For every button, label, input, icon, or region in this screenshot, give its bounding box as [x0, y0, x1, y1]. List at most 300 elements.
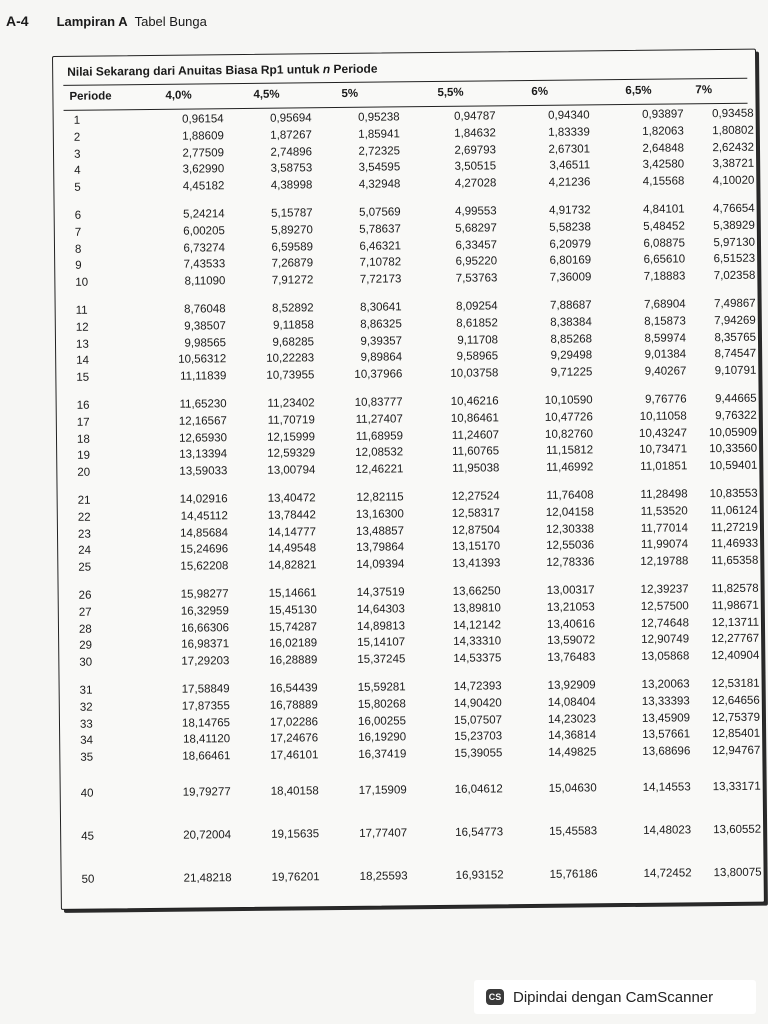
- value-cell: 19,15635: [271, 828, 320, 841]
- value-cell: 6,46321: [359, 239, 402, 253]
- value-cell: 12,30338: [545, 522, 595, 536]
- value-cell: 11,15812: [545, 444, 594, 458]
- value-cell: 13,13394: [179, 448, 228, 462]
- value-cell: 12,64656: [711, 694, 760, 707]
- value-cell: 17,87355: [181, 699, 230, 713]
- value-cell: 16,78889: [269, 698, 318, 712]
- value-cell: 14,45112: [180, 509, 228, 523]
- value-cell: 8,61852: [456, 317, 498, 330]
- value-cell: 16,02189: [269, 637, 318, 651]
- period-cell: 10: [75, 276, 89, 289]
- value-cell: 1,83339: [548, 126, 590, 139]
- period-cell: 16: [76, 399, 90, 412]
- value-cell: 13,92909: [547, 679, 596, 692]
- value-cell: 11,68959: [355, 429, 404, 443]
- value-cell: 19,76201: [271, 871, 320, 884]
- value-cell: 9,29498: [550, 349, 593, 363]
- value-cell: 6,33457: [455, 238, 498, 252]
- value-cell: 11,77014: [640, 521, 689, 535]
- value-cell: 1,82063: [642, 125, 684, 138]
- value-cell: 14,02916: [179, 493, 228, 506]
- value-cell: 4,45182: [182, 180, 225, 193]
- value-cell: 12,04158: [545, 506, 594, 519]
- value-cell: 7,53763: [455, 272, 498, 285]
- value-cell: 16,00255: [357, 714, 407, 728]
- value-cell: 1,84632: [454, 127, 496, 140]
- value-cell: 13,78442: [267, 508, 316, 522]
- value-cell: 16,19290: [358, 731, 407, 745]
- value-cell: 18,14765: [181, 716, 231, 730]
- value-cell: 13,15170: [452, 540, 501, 554]
- value-cell: 11,65358: [711, 554, 759, 568]
- value-cell: 12,75379: [711, 711, 761, 724]
- value-cell: 2,62432: [712, 141, 755, 154]
- value-cell: 11,99074: [640, 538, 689, 552]
- value-cell: 13,76483: [547, 651, 596, 664]
- value-cell: 19,79277: [182, 786, 231, 799]
- value-cell: 10,10590: [544, 394, 593, 407]
- value-cell: 5,89270: [271, 224, 313, 237]
- table-row: [71, 859, 762, 898]
- value-cell: 16,32959: [180, 604, 229, 618]
- value-cell: 10,82760: [544, 427, 594, 441]
- value-cell: 8,15873: [644, 315, 686, 328]
- value-cell: 10,83553: [709, 487, 758, 501]
- period-cell: 34: [80, 734, 94, 748]
- value-cell: 4,99553: [455, 205, 497, 218]
- value-cell: 4,21236: [548, 176, 591, 189]
- value-cell: 0,95238: [358, 111, 400, 124]
- value-cell: 14,36814: [548, 729, 597, 743]
- value-cell: 1,85941: [358, 128, 400, 141]
- value-cell: 13,00794: [267, 464, 316, 477]
- value-cell: 6,20979: [549, 237, 592, 251]
- value-cell: 17,77407: [359, 827, 408, 840]
- period-cell: 50: [81, 873, 95, 886]
- value-cell: 11,60765: [451, 445, 500, 459]
- value-cell: 13,00317: [546, 584, 595, 597]
- value-cell: 3,58753: [270, 162, 313, 176]
- value-cell: 10,03758: [450, 367, 499, 381]
- value-cell: 4,76654: [712, 202, 755, 216]
- value-cell: 5,15787: [271, 207, 313, 220]
- value-cell: 9,11708: [457, 333, 499, 347]
- value-cell: 12,27524: [451, 490, 500, 503]
- value-cell: 8,52892: [272, 302, 314, 315]
- section-title: Tabel Bunga: [134, 14, 207, 29]
- value-cell: 0,95694: [270, 112, 312, 125]
- value-cell: 13,59072: [547, 634, 596, 648]
- value-cell: 18,41120: [182, 733, 231, 746]
- value-cell: 8,59974: [644, 331, 687, 345]
- value-cell: 15,45130: [268, 603, 317, 617]
- period-cell: 8: [74, 243, 82, 256]
- value-cell: 8,85268: [550, 332, 593, 346]
- value-cell: 8,09254: [456, 300, 498, 313]
- row-group: [65, 202, 756, 294]
- value-cell: 7,36009: [549, 271, 592, 284]
- value-cell: 5,97130: [713, 236, 756, 249]
- value-cell: 11,76408: [546, 489, 594, 502]
- value-cell: 2,67301: [548, 142, 591, 156]
- value-cell: 1,80802: [712, 124, 754, 137]
- caption-variable: n: [322, 62, 331, 77]
- value-cell: 10,47726: [544, 411, 593, 424]
- value-cell: 14,14553: [642, 781, 691, 794]
- value-cell: 12,13711: [711, 616, 760, 629]
- period-cell: 15: [76, 371, 90, 384]
- value-cell: 13,80075: [713, 866, 762, 880]
- value-cell: 12,82115: [356, 491, 404, 504]
- value-cell: 14,89813: [356, 619, 406, 633]
- value-cell: 9,58965: [456, 350, 499, 364]
- value-cell: 9,01384: [644, 348, 687, 362]
- value-cell: 9,44665: [714, 392, 757, 406]
- value-cell: 13,60552: [713, 823, 762, 837]
- row-group: [69, 582, 760, 674]
- value-cell: 13,33393: [641, 695, 690, 708]
- value-cell: 7,88687: [550, 299, 592, 312]
- value-cell: 12,78336: [546, 556, 595, 569]
- value-cell: 11,27407: [355, 413, 403, 426]
- period-cell: 33: [79, 718, 93, 731]
- row-group: [70, 677, 761, 769]
- value-cell: 0,94340: [548, 109, 590, 122]
- period-cell: 40: [80, 787, 94, 800]
- value-cell: 9,38507: [184, 319, 226, 333]
- value-cell: 2,77509: [182, 146, 225, 160]
- value-cell: 3,62990: [182, 163, 225, 177]
- value-cell: 13,79864: [356, 541, 405, 555]
- value-cell: 11,70719: [267, 414, 315, 427]
- value-cell: 15,45583: [549, 825, 598, 838]
- period-cell: 4: [74, 165, 81, 178]
- value-cell: 15,62208: [180, 560, 229, 573]
- period-cell: 45: [81, 830, 95, 843]
- value-cell: 13,20063: [641, 678, 690, 691]
- value-cell: 8,76048: [184, 303, 226, 316]
- table-body: [64, 107, 762, 909]
- value-cell: 6,59589: [271, 240, 314, 254]
- period-cell: 24: [78, 544, 92, 558]
- value-cell: 12,53181: [711, 677, 760, 691]
- value-cell: 14,12142: [452, 618, 502, 632]
- value-cell: 3,46511: [549, 159, 591, 173]
- value-cell: 13,33171: [712, 780, 761, 794]
- value-cell: 7,91272: [271, 274, 314, 287]
- value-cell: 10,73955: [266, 369, 315, 382]
- value-cell: 17,15909: [358, 784, 407, 797]
- period-cell: 1: [73, 114, 81, 127]
- column-header-rate: 4,5%: [253, 88, 280, 101]
- value-cell: 4,32948: [358, 178, 401, 191]
- value-cell: 12,87504: [451, 523, 501, 537]
- caption-prefix: Nilai Sekarang dari Anuitas Biasa Rp1 untuk: [67, 62, 323, 79]
- table-row: [71, 773, 761, 812]
- column-header-rate: 6%: [531, 85, 549, 98]
- value-cell: 11,46933: [710, 537, 759, 551]
- value-cell: 13,40472: [267, 492, 316, 505]
- value-cell: 7,49867: [713, 297, 756, 311]
- value-cell: 10,22283: [266, 352, 315, 366]
- value-cell: 8,74547: [714, 348, 757, 361]
- column-header-period: Periode: [69, 90, 112, 103]
- period-cell: 31: [79, 684, 93, 697]
- value-cell: 14,64303: [356, 603, 405, 616]
- period-cell: 28: [78, 623, 92, 636]
- value-cell: 6,65610: [643, 253, 686, 267]
- value-cell: 4,84101: [643, 203, 685, 216]
- value-cell: 2,64848: [642, 141, 685, 155]
- value-cell: 9,76322: [715, 409, 757, 422]
- value-cell: 3,54595: [358, 161, 401, 175]
- value-cell: 10,37966: [354, 368, 403, 382]
- value-cell: 7,68904: [643, 298, 686, 311]
- value-cell: 5,07569: [359, 206, 401, 219]
- value-cell: 6,80169: [549, 254, 592, 268]
- value-cell: 2,72325: [358, 144, 401, 158]
- period-cell: 11: [75, 304, 88, 317]
- value-cell: 12,15999: [266, 430, 316, 444]
- value-cell: 13,57661: [642, 728, 691, 742]
- value-cell: 12,55036: [546, 539, 595, 553]
- value-cell: 11,46992: [546, 461, 594, 474]
- camscanner-text: Dipindai dengan CamScanner: [513, 988, 714, 1006]
- value-cell: 14,90420: [453, 697, 502, 710]
- value-cell: 13,40616: [546, 617, 596, 631]
- value-cell: 9,40267: [644, 365, 687, 378]
- value-cell: 11,06124: [710, 504, 758, 517]
- value-cell: 5,78637: [359, 223, 401, 236]
- value-cell: 15,76186: [549, 868, 598, 881]
- value-cell: 12,94767: [712, 744, 761, 758]
- value-cell: 14,14777: [267, 525, 317, 539]
- value-cell: 15,07507: [453, 713, 503, 727]
- value-cell: 15,39055: [454, 747, 503, 760]
- value-cell: 11,82578: [711, 582, 759, 596]
- value-cell: 16,37419: [358, 748, 407, 761]
- value-cell: 13,05868: [641, 650, 690, 663]
- value-cell: 10,11058: [639, 410, 687, 423]
- value-cell: 12,90749: [641, 633, 690, 647]
- value-cell: 14,33310: [453, 635, 502, 649]
- value-cell: 18,40158: [270, 785, 319, 798]
- value-cell: 13,41393: [452, 557, 501, 570]
- value-cell: 13,16300: [355, 508, 404, 521]
- value-cell: 15,80268: [357, 698, 406, 711]
- value-cell: 0,94787: [454, 110, 496, 123]
- value-cell: 11,24607: [451, 428, 500, 442]
- value-cell: 12,08532: [355, 446, 404, 460]
- caption-suffix: Periode: [330, 61, 378, 77]
- value-cell: 12,27767: [711, 632, 760, 646]
- value-cell: 14,08404: [547, 696, 596, 709]
- value-cell: 12,40904: [711, 649, 760, 663]
- value-cell: 4,15568: [642, 175, 685, 189]
- value-cell: 15,24696: [180, 543, 229, 557]
- interest-table: [52, 49, 765, 910]
- value-cell: 6,00205: [183, 224, 225, 238]
- value-cell: 14,49548: [268, 542, 317, 556]
- value-cell: 7,26879: [271, 257, 314, 271]
- value-cell: 11,23402: [267, 397, 315, 410]
- period-cell: 30: [79, 656, 93, 669]
- value-cell: 16,98371: [181, 638, 230, 651]
- value-cell: 21,48218: [183, 872, 232, 885]
- value-cell: 14,49825: [548, 746, 597, 759]
- value-cell: 12,39237: [640, 583, 689, 596]
- value-cell: 9,71225: [550, 366, 593, 379]
- row-group: [64, 107, 755, 199]
- value-cell: 7,94269: [714, 314, 756, 327]
- value-cell: 12,65930: [178, 431, 228, 445]
- value-cell: 11,11839: [180, 370, 227, 383]
- period-cell: 3: [73, 148, 81, 161]
- period-cell: 25: [78, 561, 92, 574]
- value-cell: 17,24676: [270, 732, 319, 746]
- value-cell: 10,05909: [708, 426, 758, 439]
- value-cell: 11,28498: [640, 488, 688, 501]
- value-cell: 17,46101: [270, 749, 319, 762]
- value-cell: 14,48023: [643, 824, 692, 837]
- value-cell: 16,04612: [454, 783, 503, 796]
- table-caption: [67, 62, 377, 79]
- value-cell: 16,93152: [455, 869, 504, 882]
- value-cell: 5,38929: [713, 219, 755, 232]
- value-cell: 3,38721: [712, 158, 755, 171]
- column-header-rate: 5%: [341, 87, 359, 100]
- period-cell: 22: [77, 511, 91, 524]
- value-cell: 15,14661: [268, 587, 317, 600]
- value-cell: 3,42580: [642, 158, 685, 172]
- value-cell: 4,38998: [270, 179, 313, 192]
- value-cell: 15,74287: [268, 620, 318, 634]
- value-cell: 16,54773: [455, 826, 504, 839]
- value-cell: 13,89810: [452, 602, 501, 615]
- value-cell: 7,18883: [643, 270, 686, 283]
- period-cell: 29: [79, 639, 93, 653]
- value-cell: 18,25593: [359, 870, 408, 883]
- value-cell: 11,98671: [711, 599, 759, 612]
- period-cell: 17: [76, 416, 90, 429]
- value-cell: 6,95220: [455, 255, 498, 269]
- value-cell: 14,23023: [547, 712, 597, 726]
- page-header: [6, 13, 207, 29]
- period-cell: 19: [77, 449, 91, 463]
- value-cell: 15,98277: [180, 588, 229, 601]
- value-cell: 7,72173: [359, 273, 402, 286]
- value-cell: 9,98565: [184, 336, 227, 350]
- value-cell: 9,10791: [714, 364, 757, 378]
- value-cell: 1,88609: [182, 130, 224, 143]
- value-cell: 3,50515: [454, 160, 497, 174]
- value-cell: 9,89864: [360, 351, 403, 365]
- value-cell: 14,53375: [453, 652, 502, 665]
- column-header-rate: 7%: [695, 84, 713, 97]
- period-cell: 14: [76, 354, 90, 368]
- camscanner-badge: [474, 980, 756, 1014]
- value-cell: 13,59033: [179, 465, 228, 478]
- value-cell: 17,58849: [181, 683, 230, 696]
- value-cell: 17,29203: [181, 655, 230, 668]
- value-cell: 12,59329: [267, 447, 316, 461]
- row-group: [71, 816, 762, 855]
- appendix-label: Lampiran A: [56, 14, 128, 29]
- value-cell: 8,38384: [550, 316, 592, 329]
- value-cell: 8,30641: [360, 301, 402, 314]
- value-cell: 8,11090: [184, 275, 226, 288]
- value-cell: 14,37519: [356, 586, 405, 599]
- value-cell: 10,73471: [639, 443, 688, 457]
- value-cell: 15,23703: [454, 730, 503, 744]
- value-cell: 13,66250: [452, 585, 501, 598]
- value-cell: 4,91732: [549, 204, 591, 217]
- value-cell: 12,46221: [355, 463, 404, 476]
- period-cell: 6: [74, 209, 82, 222]
- value-cell: 11,01851: [640, 460, 688, 474]
- value-cell: 10,59401: [709, 459, 758, 473]
- row-group: [67, 392, 758, 484]
- period-cell: 7: [74, 226, 82, 239]
- period-cell: 23: [77, 528, 91, 541]
- value-cell: 13,45909: [641, 711, 691, 725]
- table-row: [71, 816, 762, 855]
- period-cell: 9: [75, 260, 82, 273]
- row-group: [68, 487, 759, 579]
- value-cell: 10,43247: [638, 426, 688, 440]
- period-cell: 20: [77, 466, 91, 479]
- value-cell: 16,28889: [269, 654, 318, 667]
- value-cell: 14,72452: [643, 867, 692, 880]
- value-cell: 5,24214: [183, 208, 225, 221]
- value-cell: 12,16567: [178, 414, 227, 428]
- table-header-row: [63, 78, 747, 111]
- value-cell: 16,66306: [180, 621, 230, 635]
- value-cell: 7,43533: [183, 258, 226, 272]
- value-cell: 20,72004: [183, 829, 232, 842]
- value-cell: 6,51523: [713, 253, 756, 266]
- value-cell: 9,11858: [273, 319, 314, 332]
- value-cell: 15,59281: [357, 681, 406, 694]
- value-cell: 14,85684: [179, 526, 229, 540]
- period-cell: 35: [80, 751, 94, 764]
- value-cell: 14,09394: [356, 558, 405, 571]
- value-cell: 0,96154: [182, 113, 224, 126]
- value-cell: 5,48452: [643, 220, 685, 233]
- value-cell: 16,54439: [269, 682, 318, 695]
- value-cell: 12,74648: [640, 616, 690, 630]
- period-cell: 27: [78, 606, 92, 619]
- period-cell: 5: [74, 181, 81, 194]
- value-cell: 9,39357: [360, 334, 403, 348]
- period-cell: 32: [79, 701, 93, 714]
- value-cell: 7,10782: [359, 256, 402, 270]
- value-cell: 15,37245: [357, 653, 406, 666]
- page-number: A-4: [6, 13, 29, 29]
- value-cell: 11,95038: [452, 462, 500, 475]
- value-cell: 13,68696: [642, 745, 691, 758]
- value-cell: 0,93897: [642, 108, 684, 121]
- value-cell: 12,19788: [640, 555, 689, 568]
- value-cell: 15,04630: [548, 782, 597, 795]
- value-cell: 11,65230: [179, 398, 227, 411]
- value-cell: 11,53520: [640, 505, 688, 518]
- value-cell: 12,58317: [451, 507, 500, 520]
- period-cell: 12: [75, 321, 89, 334]
- value-cell: 4,27028: [454, 177, 497, 190]
- camscanner-icon: CS: [486, 989, 504, 1005]
- value-cell: 9,76776: [644, 393, 687, 406]
